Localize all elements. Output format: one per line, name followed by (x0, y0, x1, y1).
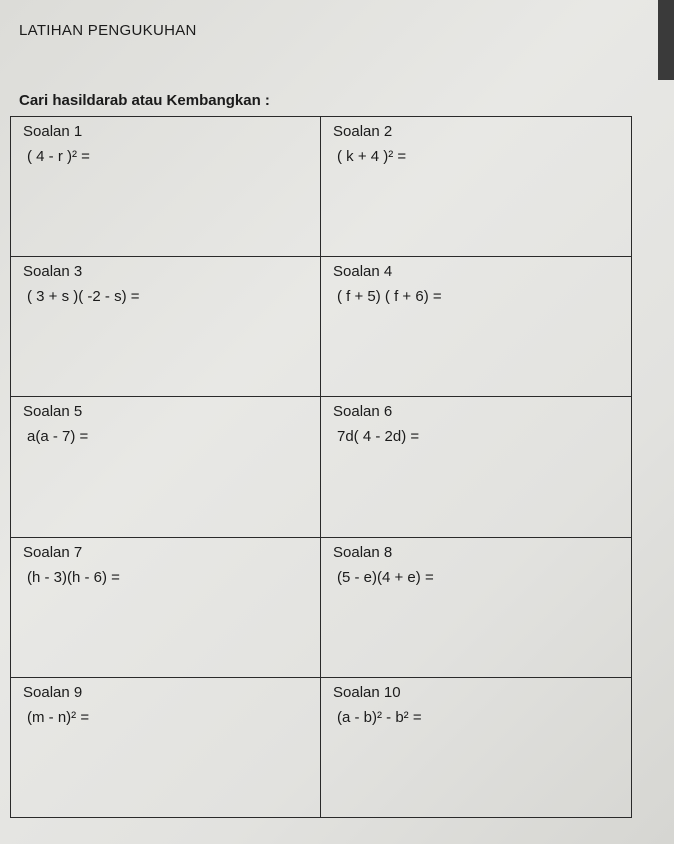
question-expression: (5 - e)(4 + e) = (337, 568, 434, 586)
worksheet-title: LATIHAN PENGUKUHAN (19, 22, 197, 39)
question-label: Soalan 3 (23, 263, 83, 281)
question-label: Soalan 2 (333, 123, 393, 140)
question-expression: ( k + 4 )² = (337, 148, 407, 165)
question-label: Soalan 5 (23, 403, 83, 421)
question-cell-2 (321, 117, 632, 257)
instruction-text: Cari hasildarab atau Kembangkan : (19, 92, 270, 109)
question-expression: ( 3 + s )( -2 - s) = (27, 288, 140, 306)
question-cell-7 (11, 537, 321, 677)
question-row (11, 257, 632, 397)
question-label: Soalan 8 (333, 543, 393, 561)
question-expression: ( 4 - r )² = (27, 148, 90, 165)
question-expression: (a - b)² - b² = (337, 708, 422, 726)
question-row (11, 117, 632, 257)
question-cell-1 (11, 117, 321, 257)
question-grid (10, 116, 632, 818)
question-expression: (h - 3)(h - 6) = (27, 568, 120, 586)
question-label: Soalan 1 (23, 123, 83, 140)
question-cell-4 (321, 257, 632, 397)
question-expression: a(a - 7) = (27, 428, 89, 446)
question-label: Soalan 7 (23, 543, 83, 561)
question-row (11, 677, 632, 817)
question-row (11, 397, 632, 537)
question-cell-10 (321, 677, 632, 817)
question-cell-5 (11, 397, 321, 537)
question-label: Soalan 6 (333, 403, 393, 421)
question-cell-6 (321, 397, 632, 537)
question-cell-9 (11, 677, 321, 817)
question-label: Soalan 4 (333, 263, 393, 281)
question-cell-8 (321, 537, 632, 677)
question-label: Soalan 9 (23, 683, 83, 701)
question-cell-3 (11, 257, 321, 397)
question-expression: ( f + 5) ( f + 6) = (337, 288, 442, 306)
page-shadow (658, 0, 674, 80)
question-expression: 7d( 4 - 2d) = (337, 428, 420, 446)
question-label: Soalan 10 (333, 683, 401, 701)
question-row (11, 537, 632, 677)
question-expression: (m - n)² = (27, 708, 90, 726)
